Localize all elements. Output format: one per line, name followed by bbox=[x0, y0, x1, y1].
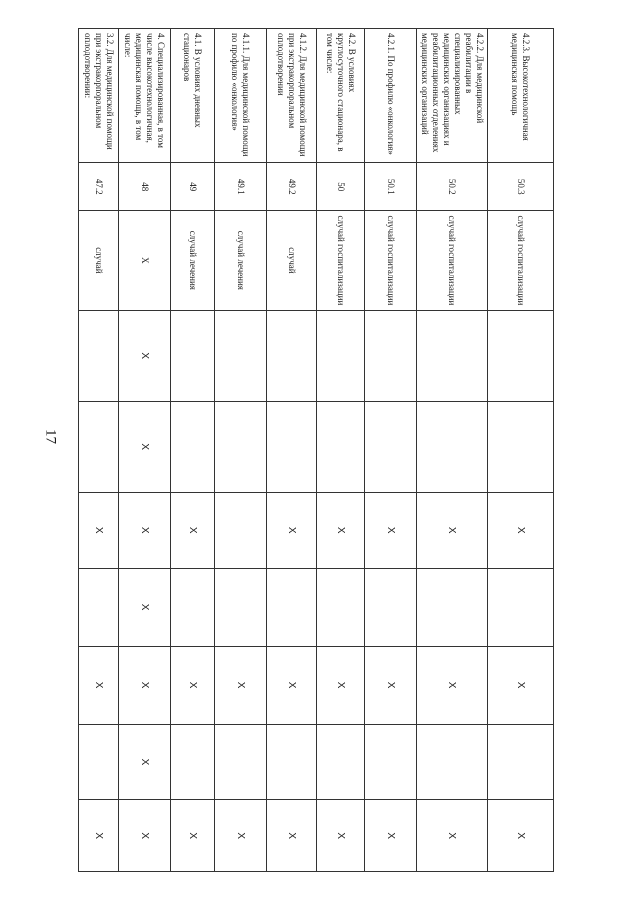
cell-mark bbox=[317, 310, 365, 401]
cell-mark: X bbox=[317, 492, 365, 568]
table-row bbox=[267, 29, 317, 872]
row-unit: X bbox=[119, 211, 171, 311]
cell-mark bbox=[171, 310, 215, 401]
cell-mark bbox=[317, 724, 365, 800]
cell-mark: X bbox=[119, 724, 171, 800]
row-unit: случай госпитализации bbox=[417, 211, 488, 311]
cell-mark: X bbox=[119, 800, 171, 872]
page-number: 17 bbox=[42, 429, 59, 444]
cell-mark: X bbox=[171, 492, 215, 568]
cell-mark bbox=[365, 401, 417, 492]
cell-mark bbox=[171, 724, 215, 800]
table-row bbox=[171, 29, 215, 872]
row-label: 4.2.2. Для медицинской реабилитации в специализированных медицинских организациях и реабилитационных отделениях медицинских организаций bbox=[417, 29, 488, 163]
cell-mark bbox=[488, 401, 554, 492]
data-table bbox=[78, 28, 554, 872]
cell-mark bbox=[365, 568, 417, 646]
cell-mark bbox=[215, 401, 267, 492]
row-label: 4.2.3. Высокотехнологичная медицинская помощь bbox=[488, 29, 554, 163]
cell-mark: X bbox=[79, 800, 119, 872]
row-label: 4.1.2. Для медицинской помощи при экстракорпоральном оплодотворении bbox=[267, 29, 317, 163]
row-label: 4.1.1. Для медицинской помощи по профилю «онкология» bbox=[215, 29, 267, 163]
cell-mark bbox=[171, 401, 215, 492]
cell-mark: X bbox=[417, 800, 488, 872]
cell-mark bbox=[215, 310, 267, 401]
row-unit: случай госпитализации bbox=[317, 211, 365, 311]
row-code: 49.2 bbox=[267, 163, 317, 211]
cell-mark: X bbox=[488, 800, 554, 872]
cell-mark bbox=[365, 724, 417, 800]
row-code: 50 bbox=[317, 163, 365, 211]
row-code: 47.2 bbox=[79, 163, 119, 211]
cell-mark: X bbox=[171, 646, 215, 724]
cell-mark bbox=[79, 310, 119, 401]
cell-mark bbox=[79, 568, 119, 646]
cell-mark: X bbox=[119, 492, 171, 568]
table-row bbox=[79, 29, 119, 872]
cell-mark: X bbox=[79, 492, 119, 568]
cell-mark: X bbox=[267, 800, 317, 872]
cell-mark: X bbox=[317, 800, 365, 872]
cell-mark: X bbox=[267, 492, 317, 568]
cell-mark: X bbox=[365, 646, 417, 724]
cell-mark bbox=[215, 568, 267, 646]
cell-mark bbox=[267, 401, 317, 492]
cell-mark bbox=[417, 568, 488, 646]
cell-mark: X bbox=[215, 646, 267, 724]
row-label: 4.2.1. По профилю «онкология» bbox=[365, 29, 417, 163]
row-code: 49 bbox=[171, 163, 215, 211]
cell-mark bbox=[365, 310, 417, 401]
cell-mark: X bbox=[267, 646, 317, 724]
cell-mark: X bbox=[317, 646, 365, 724]
cell-mark bbox=[215, 724, 267, 800]
table-row bbox=[119, 29, 171, 872]
cell-mark bbox=[267, 724, 317, 800]
row-label: 3.2. Для медицинской помощи при экстракорпоральном оплодотворении: bbox=[79, 29, 119, 163]
row-label: 4. Специализированная, в том числе высокотехнологичная, медицинская помощь, в том числе: bbox=[119, 29, 171, 163]
cell-mark bbox=[417, 401, 488, 492]
table-row bbox=[365, 29, 417, 872]
row-code: 50.2 bbox=[417, 163, 488, 211]
cell-mark: X bbox=[119, 568, 171, 646]
row-code: 49.1 bbox=[215, 163, 267, 211]
table-container bbox=[84, 28, 554, 872]
cell-mark bbox=[215, 492, 267, 568]
cell-mark bbox=[488, 310, 554, 401]
cell-mark: X bbox=[119, 401, 171, 492]
cell-mark bbox=[267, 310, 317, 401]
cell-mark bbox=[488, 724, 554, 800]
cell-mark bbox=[317, 401, 365, 492]
row-code: 50.1 bbox=[365, 163, 417, 211]
row-unit: случай bbox=[79, 211, 119, 311]
cell-mark bbox=[79, 724, 119, 800]
table-row bbox=[215, 29, 267, 872]
row-label: 4.1. В условиях дневных стационаров bbox=[171, 29, 215, 163]
cell-mark bbox=[317, 568, 365, 646]
cell-mark bbox=[267, 568, 317, 646]
row-unit: случай госпитализации bbox=[365, 211, 417, 311]
cell-mark: X bbox=[215, 800, 267, 872]
table-row bbox=[417, 29, 488, 872]
row-unit: случай лечения bbox=[171, 211, 215, 311]
cell-mark: X bbox=[365, 800, 417, 872]
cell-mark: X bbox=[488, 646, 554, 724]
row-code: 48 bbox=[119, 163, 171, 211]
row-unit: случай лечения bbox=[215, 211, 267, 311]
cell-mark: X bbox=[119, 646, 171, 724]
cell-mark: X bbox=[417, 646, 488, 724]
row-code: 50.3 bbox=[488, 163, 554, 211]
cell-mark bbox=[417, 724, 488, 800]
row-unit: случай bbox=[267, 211, 317, 311]
cell-mark: X bbox=[417, 492, 488, 568]
cell-mark bbox=[417, 310, 488, 401]
cell-mark: X bbox=[171, 800, 215, 872]
cell-mark: X bbox=[79, 646, 119, 724]
table-row bbox=[317, 29, 365, 872]
row-unit: случай госпитализации bbox=[488, 211, 554, 311]
table-row bbox=[488, 29, 554, 872]
cell-mark bbox=[488, 568, 554, 646]
cell-mark bbox=[171, 568, 215, 646]
cell-mark bbox=[79, 401, 119, 492]
cell-mark: X bbox=[488, 492, 554, 568]
row-label: 4.2. В условиях круглосуточного стационара, в том числе: bbox=[317, 29, 365, 163]
cell-mark: X bbox=[119, 310, 171, 401]
cell-mark: X bbox=[365, 492, 417, 568]
